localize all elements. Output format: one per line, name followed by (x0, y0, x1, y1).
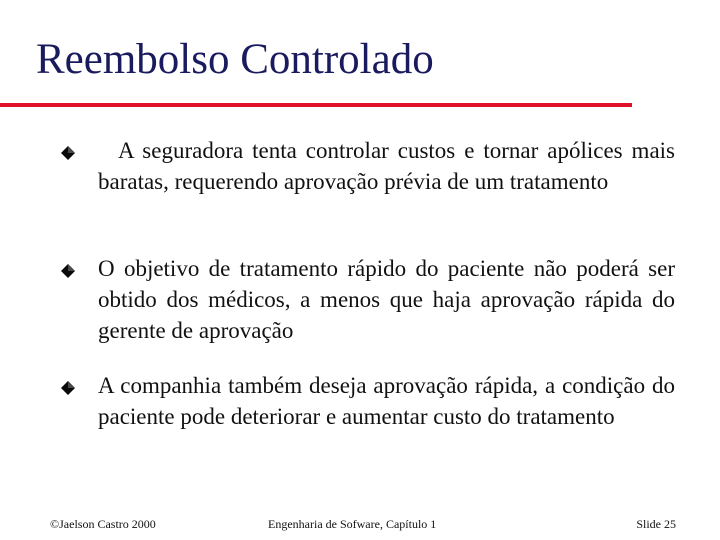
diamond-bullet-icon (61, 146, 75, 160)
bullet-text: A seguradora tenta controlar custos e tornar apólices mais baratas, requerendo aprovação prévia de um tratamento (98, 138, 675, 194)
title-underline (0, 103, 632, 107)
slide-title: Reembolso Controlado (36, 36, 434, 83)
bullet-text: A companhia também deseja aprovação rápida, a condição do paciente pode deteriorar e aumentar custo do tratamento (98, 373, 675, 429)
footer-copyright: ©Jaelson Castro 2000 (50, 517, 156, 531)
footer-course: Engenharia de Sofware, Capítulo 1 (268, 517, 437, 531)
diamond-bullet-icon (61, 381, 75, 395)
diamond-bullet-icon (61, 264, 75, 278)
footer-slide-number: Slide 25 (636, 517, 676, 531)
bullet-text: O objetivo de tratamento rápido do paciente não poderá ser obtido dos médicos, a menos que haja aprovação rápida do gerente de aprovação (98, 256, 675, 343)
